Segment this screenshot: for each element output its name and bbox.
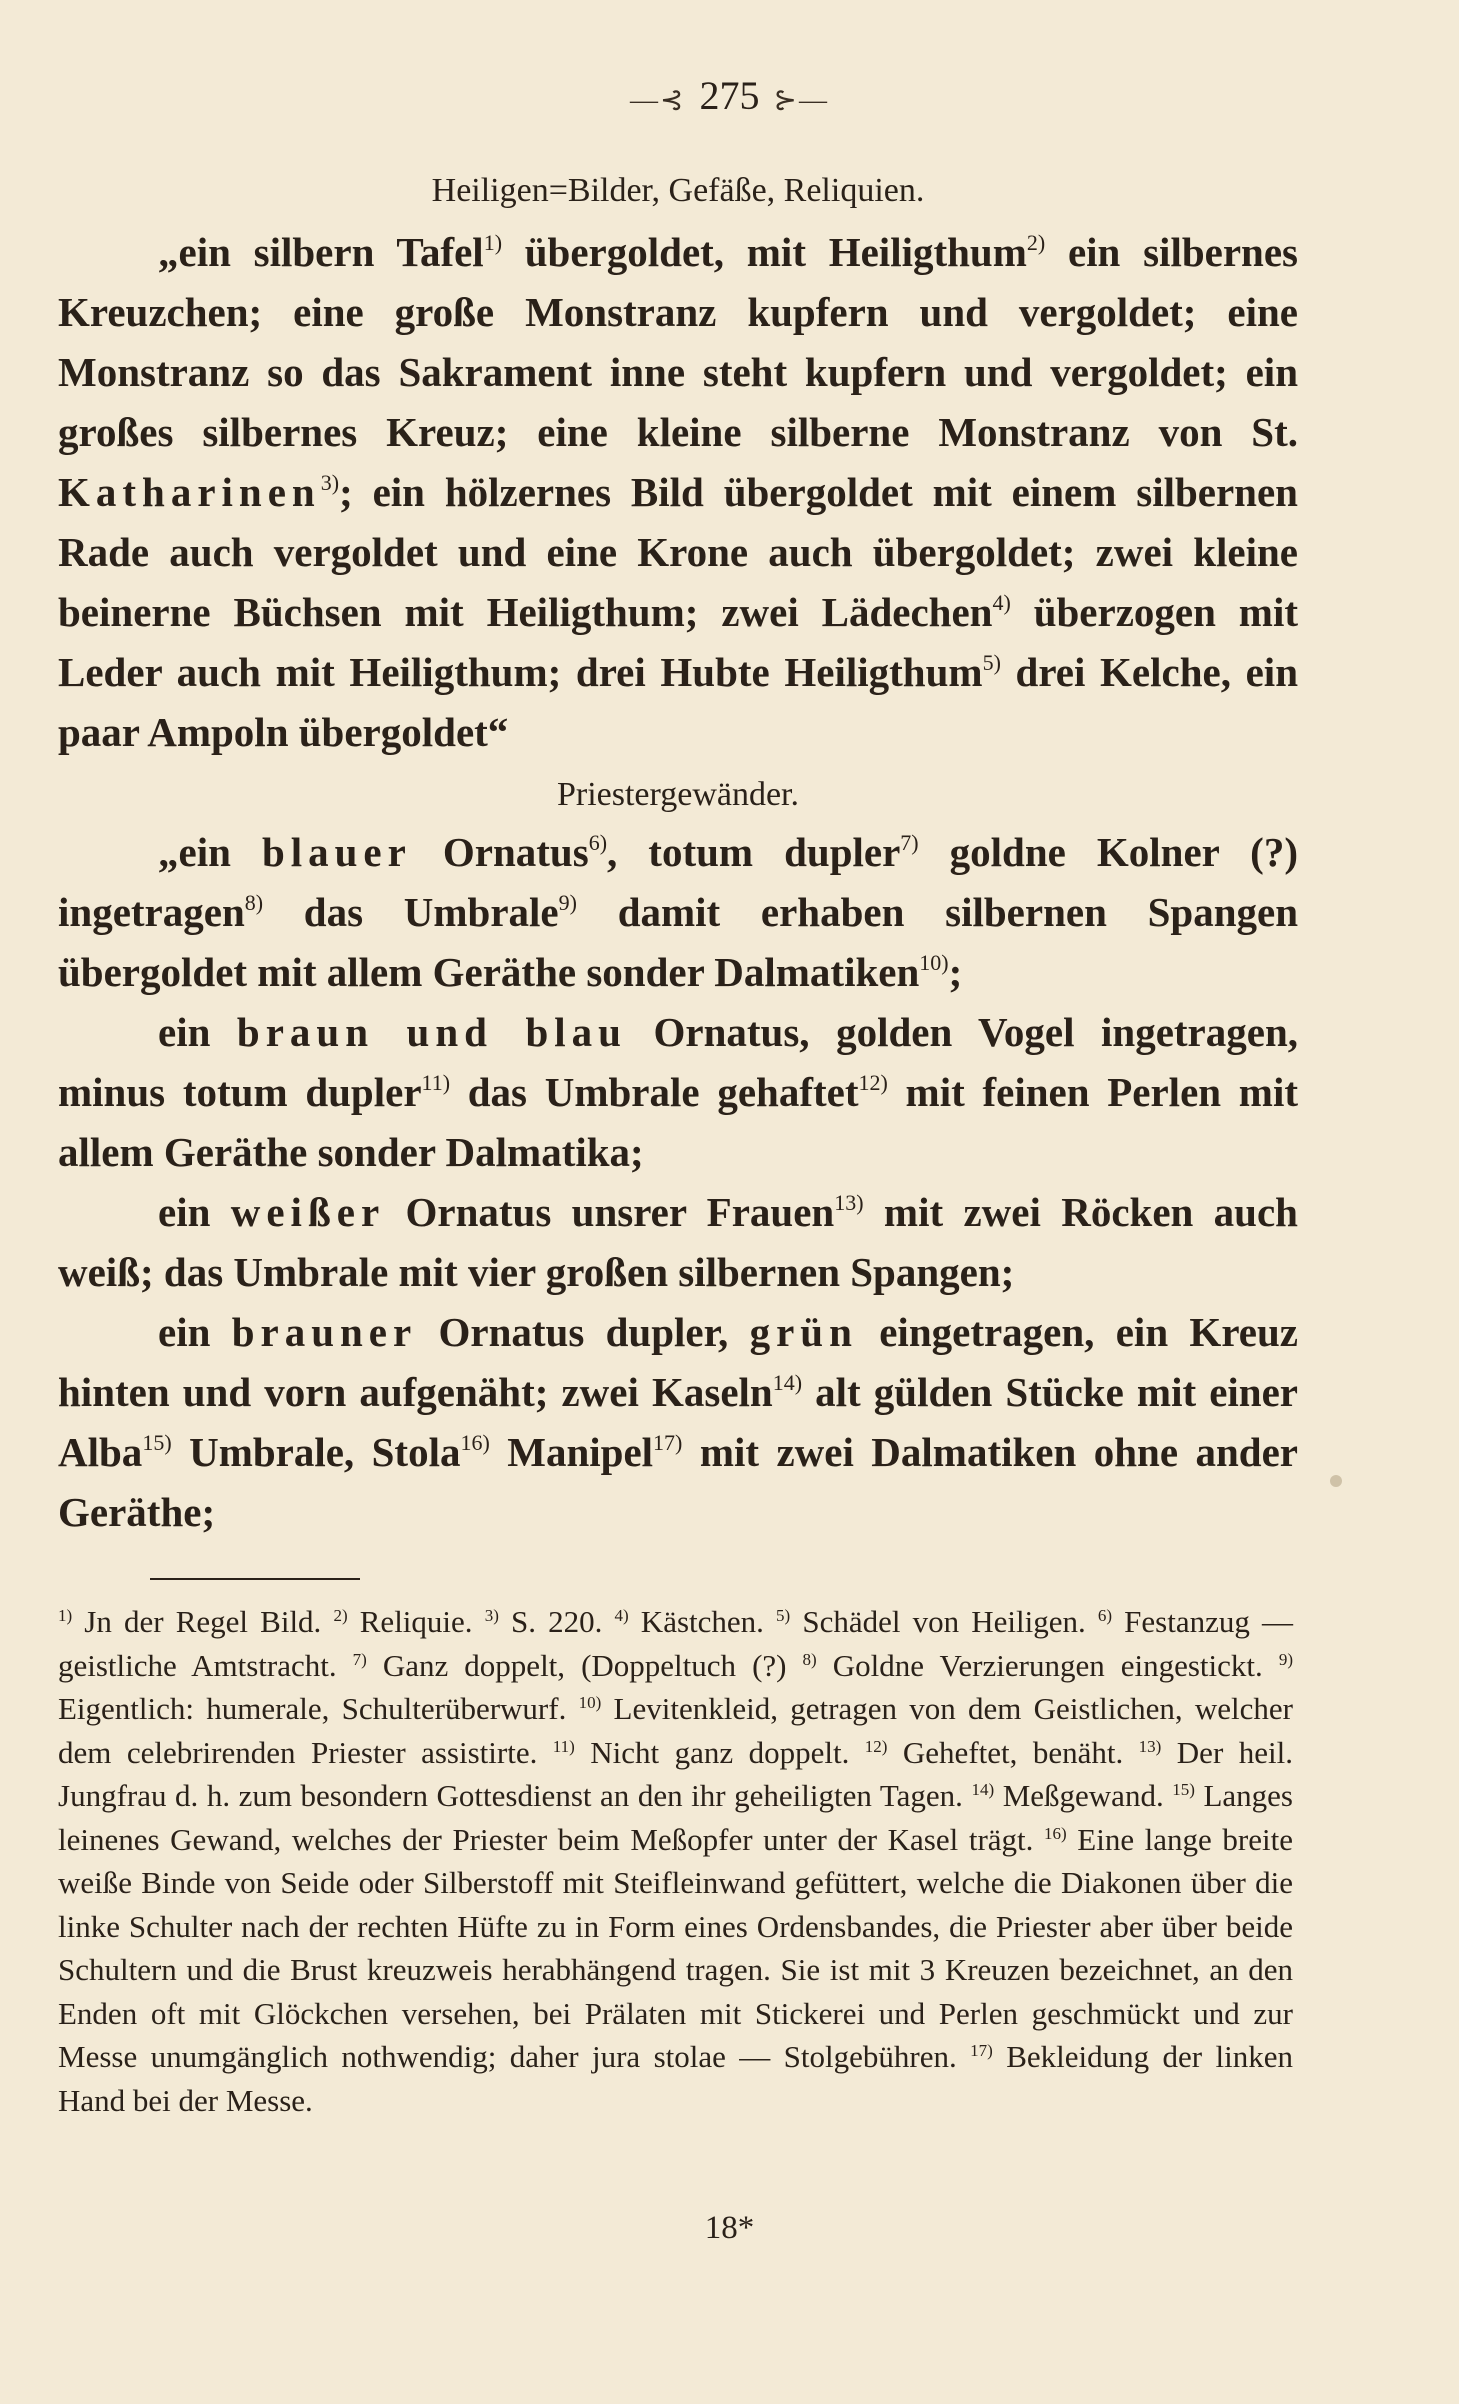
footnote-ref: 1) — [483, 230, 503, 255]
footnote-ref: 12) — [858, 1070, 888, 1095]
signature-mark: 18* — [704, 2210, 755, 2246]
footnote-ref: 14) — [772, 1370, 803, 1395]
footnote-ref: 11) — [421, 1070, 451, 1095]
page-header — [0, 72, 1459, 119]
footnote-ref: 9) — [558, 890, 577, 915]
footnote-ref: 4) — [992, 590, 1011, 615]
section-vestments — [58, 776, 1298, 814]
section-relics — [58, 172, 1298, 210]
right-ornament-icon: ⊱— — [773, 85, 829, 116]
footnote-ref: 17) — [653, 1430, 683, 1455]
vestment-entry: ein brauner Ornatus dupler, grün eingetragen, ein Kreuz hinten und vorn aufgenäht; zwei Kaseln$^{14)}$ alt gülden Stücke mit einer Alba$^{15)}$ Umbrale, Stola$^{16)}$ Manipel$^{17)}$ mit zwei Dalmatiken ohne ander Geräthe; — [58, 1309, 1298, 1535]
footnote-ref: 13) — [834, 1190, 864, 1215]
page-number: 275 — [699, 73, 760, 118]
footnotes: $^{1)}$ Jn der Regel Bild. $^{2)}$ Reliquie. $^{3)}$ S. 220. $^{4)}$ Kästchen. $^{5)}$ Schädel von Heiligen. $^{6)}$ Festanzug — geistliche Amtstracht. $^{7)}$ Ganz doppelt, (Doppeltuch (?) $^{8)}$ Goldne Verzierungen eingestickt. $^{9)}$ Eigentlich: humerale, Schulterüberwurf. $^{10)}$ Levitenkleid, getragen von dem Geistlichen, welcher dem celebrirenden Priester assistirte. $^{11)}$ Nicht ganz doppelt. $^{12)}$ Geheftet, benäht. $^{13)}$ Der heil. Jungfrau d. h. zum besondern Gottesdienst an den ihr geheiligten Tagen. $^{14)}$ Meßgewand. $^{15)}$ Langes leinenes Gewand, welches der Priester beim Meßopfer unter der Kasel trägt. $^{16)}$ Eine lange breite weiße Binde von Seide oder Silberstoff mit Steifleinwand gefüttert, welche die Diakonen über die linke Schulter nach der rechten Hüfte zu in Form eines Ordensbandes, die Priester aber über beide Schultern und die Brust kreuzweis herabhängend tragen. Sie ist mit 3 Kreuzen bezeichnet, an den Enden oft mit Glöckchen versehen, bei Prälaten mit Stickerei und Perlen geschmückt und zur Messe unumgänglich nothwendig; daher jura stolae — Stolgebühren. $^{17)}$ Bekleidung der linken Hand bei der Messe. — [58, 1604, 1293, 2118]
footnote-ref: 5) — [982, 650, 1001, 675]
relics-paragraph: „ein silbern Tafel$^{1)}$ übergoldet, mit Heiligthum$^{2)}$ ein silbernes Kreuzchen; eine große Monstranz kupfern und vergoldet; eine Monstranz so das Sakrament inne steht kupfern und vergoldet; ein großes silbernes Kreuz; eine kleine silberne Monstranz von St. Katharinen$^{3)}$; ein hölzernes Bild übergoldet mit einem silbernen Rade auch vergoldet und eine Krone auch übergoldet; zwei kleine beinerne Büchsen mit Heiligthum; zwei Lädechen$^{4)}$ überzogen mit Leder auch mit Heiligthum; drei Hubte Heiligthum$^{5)}$ drei Kelche, ein paar Ampoln übergoldet“ — [58, 229, 1298, 755]
footnote-divider — [150, 1578, 360, 1580]
footnote-ref: 16) — [460, 1430, 490, 1455]
paper-spot — [1330, 1475, 1342, 1487]
inventory-vestments — [58, 822, 1298, 1542]
vestment-entry: ein weißer Ornatus unsrer Frauen$^{13)}$ mit zwei Röcken auch weiß; das Umbrale mit vier großen silbernen Spangen; — [58, 1189, 1298, 1295]
footnote-ref: 8) — [244, 890, 264, 915]
footnote-ref: 6) — [588, 830, 608, 855]
footnote-ref: 2) — [1026, 230, 1046, 255]
left-ornament-icon: —⊰ — [630, 85, 686, 116]
inventory-relics — [58, 222, 1298, 762]
footnote-ref: 7) — [900, 830, 919, 855]
vestment-entry: ein braun und blau Ornatus, golden Vogel ingetragen, minus totum dupler$^{11)}$ das Umbrale gehaftet$^{12)}$ mit feinen Perlen mit allem Geräthe sonder Dalmatika; — [58, 1009, 1298, 1175]
vestment-entry: „ein blauer Ornatus$^{6)}$, totum dupler$^{7)}$ goldne Kolner (?) ingetragen$^{8)}$ das Umbrale$^{9)}$ damit erhaben silbernen Spangen übergoldet mit allem Geräthe sonder Dalmatiken$^{10)}$; — [58, 829, 1298, 995]
footnote-ref: 10) — [919, 950, 949, 975]
footnote-ref: 3) — [320, 470, 340, 495]
section-heading-relics: Heiligen=Bilder, Gefäße, Reliquien. — [431, 172, 925, 209]
footnote-ref: 15) — [142, 1430, 172, 1455]
section-heading-vestments: Priestergewänder. — [556, 776, 800, 813]
